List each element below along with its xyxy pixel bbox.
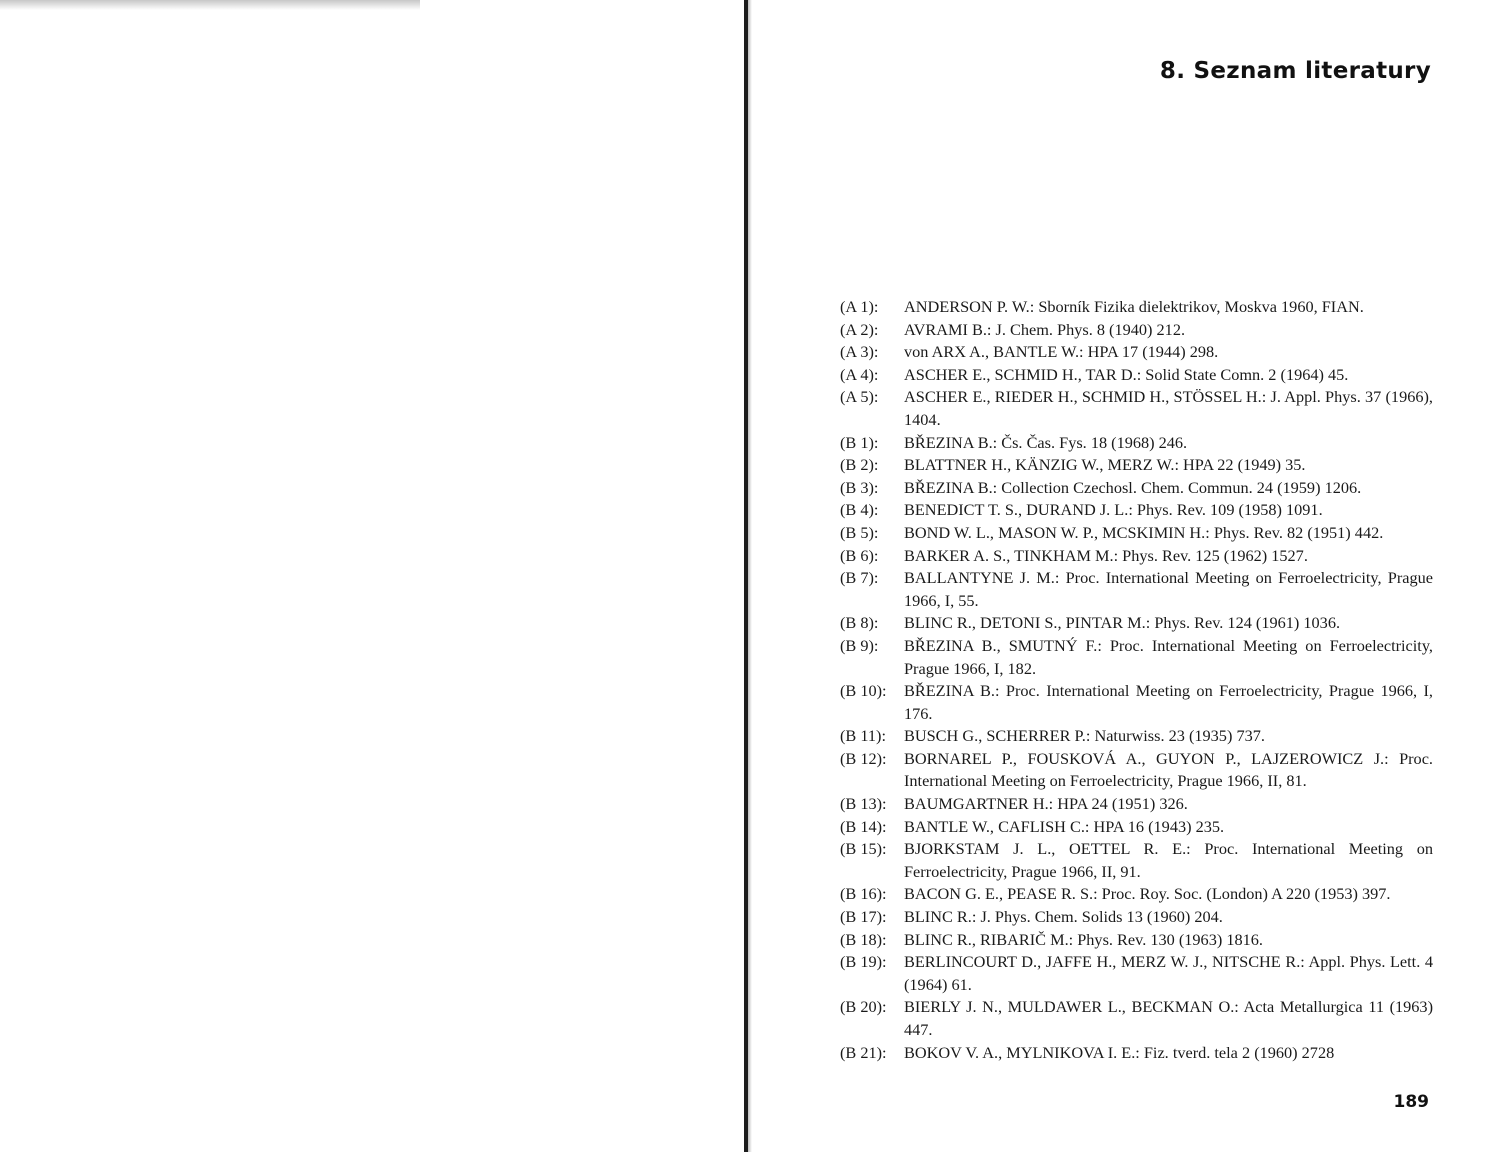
scan-shadow [0,0,420,10]
reference-text: BJORKSTAM J. L., OETTEL R. E.: Proc. International Meeting on Ferroelectricity, Prague 1966, II, 91. [904,839,1433,881]
reference-text: BUSCH G., SCHERRER P.: Naturwiss. 23 (1935) 737. [904,726,1265,746]
reference-label: (B 21): [840,1042,887,1062]
reference-item [840,341,1433,364]
reference-label: (B 9): [840,635,879,655]
reference-item [840,319,1433,342]
reference-list [840,296,1433,1064]
reference-text: BAUMGARTNER H.: HPA 24 (1951) 326. [904,794,1188,814]
reference-text: BLINC R.: J. Phys. Chem. Solids 13 (1960) 204. [904,907,1223,927]
reference-label: (B 15): [840,839,887,859]
reference-text: BŘEZINA B., SMUTNÝ F.: Proc. International Meeting on Ferroelectricity, Prague 1966, I, 182. [904,635,1433,678]
reference-label: (B 18): [840,929,887,949]
chapter-title: 8. Seznam literatury [1159,58,1431,84]
reference-item [840,725,1433,748]
reference-item [840,951,1433,996]
reference-item [840,635,1433,680]
reference-label: (B 5): [840,522,879,542]
reference-label: (A 3): [840,342,879,362]
reference-text: BOKOV V. A., MYLNIKOVA I. E.: Fiz. tverd. tela 2 (1960) 2728 [904,1042,1335,1062]
reference-label: (B 14): [840,816,887,836]
reference-text: BŘEZINA B.: Čs. Čas. Fys. 18 (1968) 246. [904,432,1188,452]
reference-label: (B 12): [840,748,887,768]
reference-item [840,883,1433,906]
reference-label: (B 13): [840,794,887,814]
reference-label: (B 19): [840,952,887,972]
reference-item [840,996,1433,1041]
reference-item [840,612,1433,635]
reference-item [840,1042,1433,1065]
reference-label: (B 7): [840,568,879,588]
reference-item [840,522,1433,545]
reference-label: (A 2): [840,319,879,339]
reference-item [840,816,1433,839]
reference-text: BŘEZINA B.: Collection Czechosl. Chem. Commun. 24 (1959) 1206. [904,477,1362,497]
reference-item [840,567,1433,612]
reference-text: BACON G. E., PEASE R. S.: Proc. Roy. Soc. (London) A 220 (1953) 397. [904,884,1391,904]
reference-item [840,748,1433,793]
left-page [0,0,746,1152]
reference-label: (B 1): [840,432,879,452]
reference-text: ASCHER E., SCHMID H., TAR D.: Solid State Comn. 2 (1964) 45. [904,364,1349,384]
reference-item [840,477,1433,500]
reference-label: (B 2): [840,455,879,475]
reference-text: BENEDICT T. S., DURAND J. L.: Phys. Rev. 109 (1958) 1091. [904,500,1323,520]
reference-item [840,929,1433,952]
reference-label: (B 20): [840,997,887,1017]
reference-text: ANDERSON P. W.: Sborník Fizika dielektrikov, Moskva 1960, FIAN. [904,297,1364,316]
reference-label: (A 5): [840,387,879,407]
reference-item [840,680,1433,725]
reference-label: (B 3): [840,477,879,497]
reference-item [840,296,1433,319]
reference-item [840,386,1433,431]
reference-item [840,454,1433,477]
reference-label: (B 4): [840,500,879,520]
reference-label: (A 4): [840,364,879,384]
reference-text: ASCHER E., RIEDER H., SCHMID H., STÖSSEL H.: J. Appl. Phys. 37 (1966), 1404. [904,387,1433,429]
reference-item [840,906,1433,929]
reference-text: BANTLE W., CAFLISH C.: HPA 16 (1943) 235. [904,816,1225,836]
reference-text: BLATTNER H., KÄNZIG W., MERZ W.: HPA 22 (1949) 35. [904,455,1306,475]
reference-text: BORNAREL P., FOUSKOVÁ A., GUYON P., LAJZEROWICZ J.: Proc. International Meeting on Ferroelectricity, Prague 1966, II, 81. [904,748,1433,791]
reference-text: BERLINCOURT D., JAFFE H., MERZ W. J., NITSCHE R.: Appl. Phys. Lett. 4 (1964) 61. [904,952,1433,994]
reference-label: (A 1): [840,297,879,316]
reference-text: BOND W. L., MASON W. P., MCSKIMIN H.: Phys. Rev. 82 (1951) 442. [904,522,1384,542]
reference-label: (B 16): [840,884,887,904]
reference-text: AVRAMI B.: J. Chem. Phys. 8 (1940) 212. [904,319,1186,339]
reference-label: (B 10): [840,681,887,701]
reference-text: BARKER A. S., TINKHAM M.: Phys. Rev. 125 (1962) 1527. [904,545,1308,565]
reference-text: BŘEZINA B.: Proc. International Meeting on Ferroelectricity, Prague 1966, I, 176. [904,681,1433,723]
reference-text: BIERLY J. N., MULDAWER L., BECKMAN O.: Acta Metallurgica 11 (1963) 447. [904,997,1433,1039]
reference-text: BLINC R., RIBARIČ M.: Phys. Rev. 130 (1963) 1816. [904,929,1263,949]
right-page [752,0,1506,1152]
reference-text: von ARX A., BANTLE W.: HPA 17 (1944) 298. [904,342,1219,362]
reference-label: (B 11): [840,726,886,746]
reference-item [840,793,1433,816]
reference-item [840,432,1433,455]
reference-text: BALLANTYNE J. M.: Proc. International Meeting on Ferroelectricity, Prague 1966, I, 55. [904,568,1433,610]
reference-label: (B 6): [840,545,879,565]
reference-item [840,838,1433,883]
reference-text: BLINC R., DETONI S., PINTAR M.: Phys. Rev. 124 (1961) 1036. [904,613,1341,633]
reference-item [840,364,1433,387]
reference-item [840,545,1433,568]
reference-label: (B 8): [840,613,879,633]
reference-label: (B 17): [840,907,887,927]
reference-item [840,499,1433,522]
page-number: 189 [1393,1092,1429,1112]
